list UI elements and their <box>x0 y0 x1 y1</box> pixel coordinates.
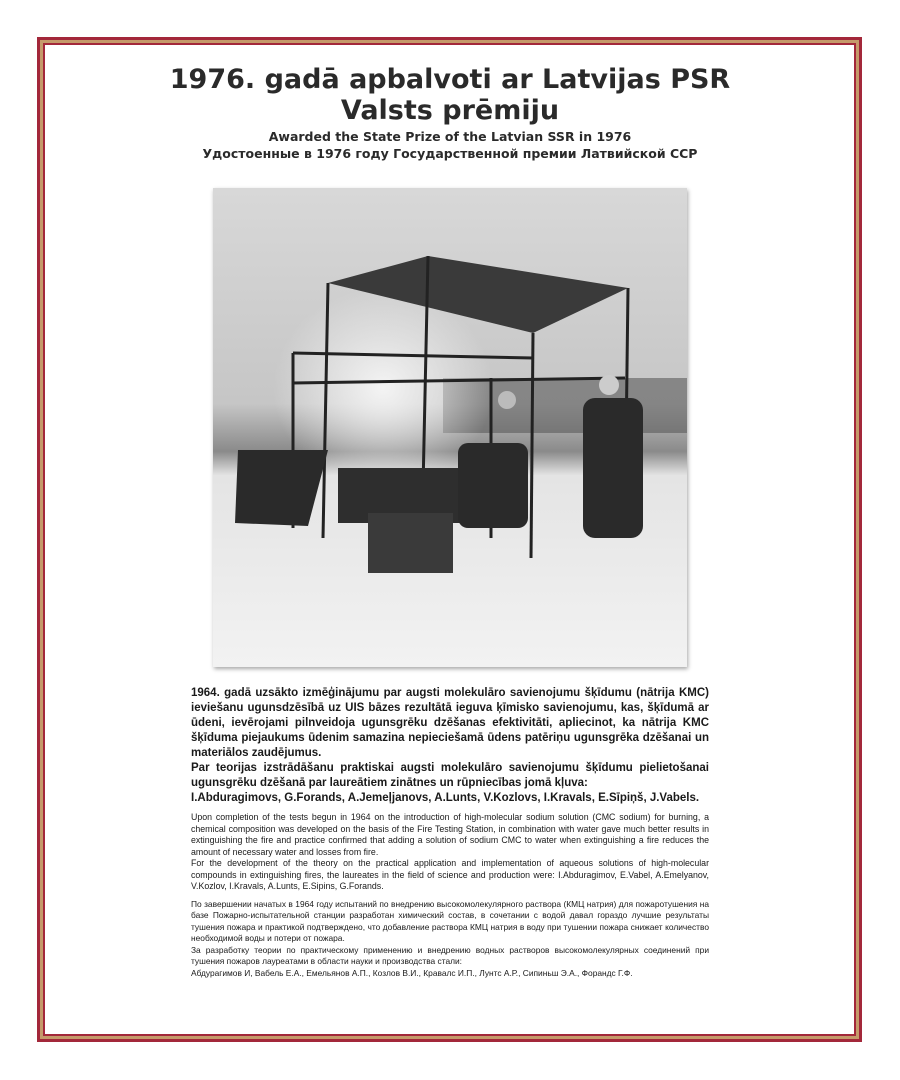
english-paragraph-2: For the development of the theory on the practical application and implementation of aqueous solutions of high-molecular compounds in extinguishing fires, the laureates in the field of science and production were: I.Abduragimov, E.Vabel, A.Emelyanov, V.Kozlov, I.Kravals, A.Lunts, E.Sipins, G.Forands. <box>191 858 709 891</box>
page-title <box>0 64 900 126</box>
title-line-1: 1976. gadā apbalvoti ar Latvijas PSR <box>169 64 731 95</box>
historical-photo <box>213 188 687 667</box>
russian-paragraph-2: За разработку теории по практическому применению и внедрению водных растворов высокомолекулярных соединений при тушения пожаров лауреатами в области науки и производства стали: <box>191 944 709 966</box>
english-paragraph-1: Upon completion of the tests begun in 1964 on the introduction of high-molecular sodium solution (CMC sodium) for burning, a chemical composition was developed on the basis of the Fire Testing Station, in combination with water gave much better results in extinguishing the fire and practice confirmed that adding a solution of sodium CMC to water when extinguishing a fire reduces the amount of necessary water and losses from fire. <box>191 812 709 857</box>
russian-laureates: Абдурагимов И, Вабель Е.А., Емельянов А.П., Козлов В.И., Кравалс И.П., Лунтс А.Р., Сипиньш Э.А., Форандс Г.Ф. <box>191 967 633 978</box>
subtitle-english: Awarded the State Prize of the Latvian SSR in 1976 <box>268 129 632 144</box>
english-text <box>191 812 709 893</box>
latvian-text <box>191 686 709 806</box>
latvian-laureates: I.Abduragimovs, G.Forands, A.Jemeļjanovs, A.Lunts, V.Kozlovs, I.Kravals, E.Sīpiņš, J.Vabels. <box>191 792 700 804</box>
latvian-paragraph-2: Par teorijas izstrādāšanu praktiskai augsti molekulāro savienojumu šķīdumu pielietošanai ugunsgrēku dzēšanā par laureātiem zinātnes un rūpniecības jomā kļuva: <box>191 762 709 789</box>
subtitle-russian: Удостоенные в 1976 году Государственной премии Латвийской ССР <box>202 146 698 161</box>
russian-text <box>191 899 709 980</box>
subtitle <box>0 128 900 162</box>
russian-paragraph-1: По завершении начатых в 1964 году испытаний по внедрению высокомолекулярного раствора (КМЦ натрия) для пожаротушения на базе Пожарно-испытательной станции разработан химический состав, в сочетании с водой давал гораздо лучшие результаты тушения пожара и практикой подтверждено, что добавление раствора КМЦ натрия в воду при тушении пожара снижает количество необходимой воды и потери от пожара. <box>191 898 709 943</box>
text-blocks <box>191 686 709 979</box>
title-line-2: Valsts prēmiju <box>340 95 560 126</box>
latvian-paragraph-1: 1964. gadā uzsākto izmēģinājumu par augsti molekulāro savienojumu šķīdumu (nātrija KMC) ieviešanu ugunsdzēsībā uz UIS bāzes rezultātā ieguva ķīmisko savienojumu, kas, šķīdumā ar ūdeni, ievērojami pilnveidoja ugunsgrēku dzēšanas efektivitāti, apliecinot, ka nātrija KMC šķīduma piejaukums ūdenim samazina nepieciešamā ūdens patēriņu ugunsgrēka dzēšanai un materiālos zaudējumus. <box>191 687 709 759</box>
